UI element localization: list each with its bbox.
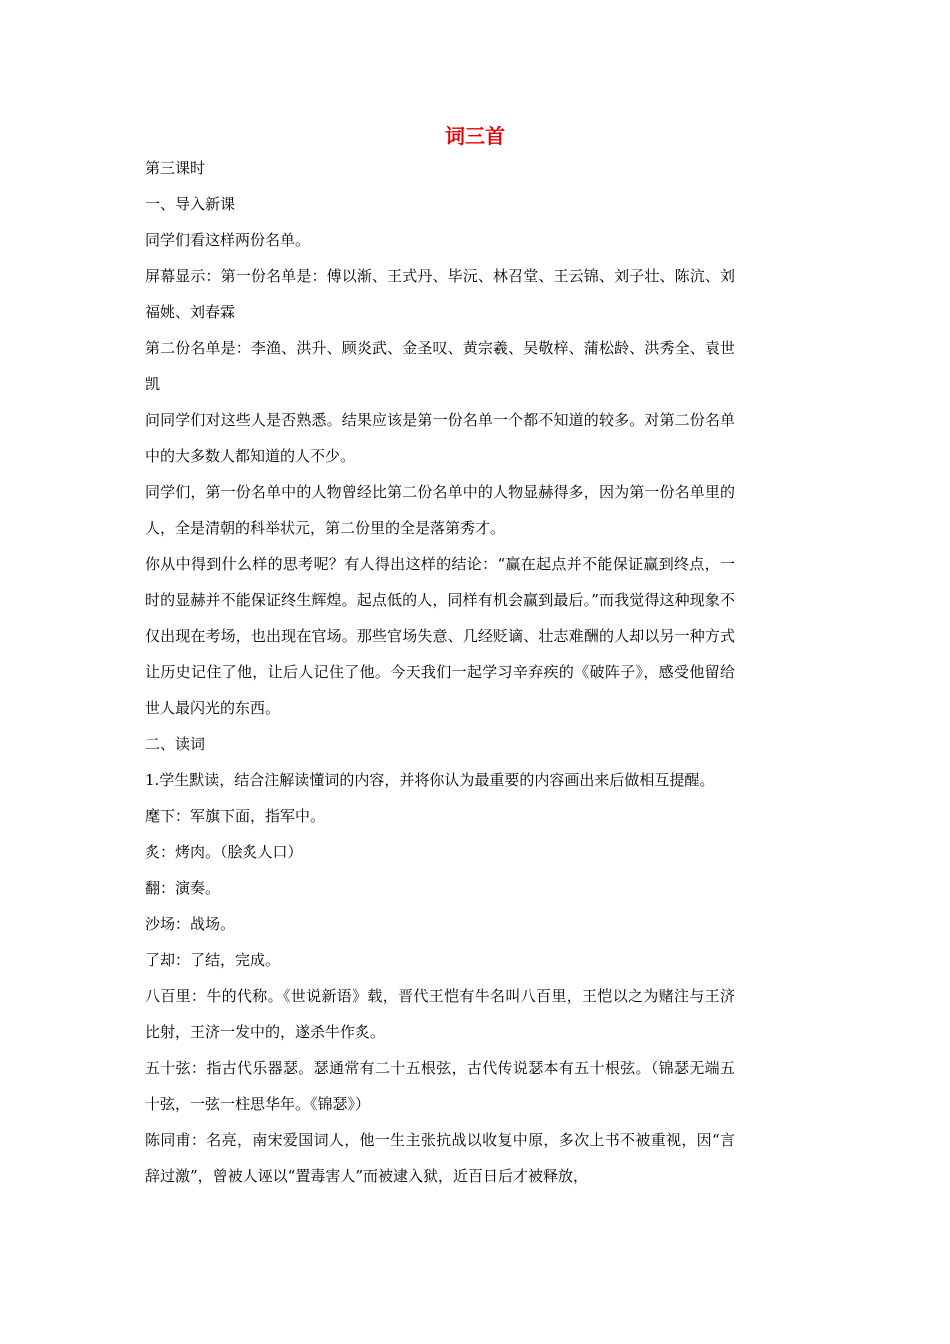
paragraph: 1.学生默读，结合注解读懂词的内容，并将你认为最重要的内容画出来后做相互提醒。: [145, 771, 715, 789]
document-title: 词三首: [445, 124, 505, 148]
annotation-item: 炙：烤肉。（脍炙人口）: [145, 843, 303, 861]
section-heading-intro: 一、导入新课: [145, 195, 236, 213]
annotation-item: 陈同甫：名亮，南宋爱国词人，他一生主张抗战以收复中原，多次上书不被重视，因“言辞过激”，曾被人诬以“置毒害人”而被逮入狱，近百日后才被释放，: [145, 1131, 735, 1185]
paragraph: 同学们看这样两份名单。: [145, 231, 311, 249]
annotation-item: 翻：演奏。: [145, 879, 221, 897]
annotation-item: 五十弦：指古代乐器瑟。瑟通常有二十五根弦，古代传说瑟本有五十根弦。（锦瑟无端五十弦，一弦一柱思华年。《锦瑟》）: [145, 1059, 735, 1113]
lesson-period: 第三课时: [145, 159, 206, 177]
annotation-item: 麾下：军旗下面，指军中。: [145, 807, 326, 825]
section-heading-reading: 二、读词: [145, 735, 206, 753]
paragraph: 同学们，第一份名单中的人物曾经比第二份名单中的人物显赫得多，因为第一份名单里的人，全是清朝的科举状元，第二份里的全是落第秀才。: [145, 483, 735, 537]
paragraph: 屏幕显示：第一份名单是：傅以渐、王式丹、毕沅、林召堂、王云锦、刘子壮、陈沆、刘福姚、刘春霖: [145, 267, 735, 321]
paragraph: 你从中得到什么样的思考呢？有人得出这样的结论：“赢在起点并不能保证赢到终点，一时的显赫并不能保证终生辉煌。起点低的人，同样有机会赢到最后。”而我觉得这种现象不仅出现在考场，也出现在官场。那些官场失意、几经贬谪、壮志难酬的人却以另一种方式让历史记住了他，让后人记住了他。今天我们一起学习辛弃疾的《破阵子》，感受他留给世人最闪光的东西。: [145, 555, 735, 717]
paragraph: 第二份名单是：李渔、洪升、顾炎武、金圣叹、黄宗羲、吴敬梓、蒲松龄、洪秀全、袁世凯: [145, 339, 735, 393]
annotation-item: 沙场：战场。: [145, 915, 236, 933]
paragraph: 问同学们对这些人是否熟悉。结果应该是第一份名单一个都不知道的较多。对第二份名单中的大多数人都知道的人不少。: [145, 411, 735, 465]
document-body: [145, 150, 735, 1194]
annotation-item: 八百里：牛的代称。《世说新语》载，晋代王恺有牛名叫八百里，王恺以之为赌注与王济比射，王济一发中的，遂杀牛作炙。: [145, 987, 735, 1041]
annotation-item: 了却：了结，完成。: [145, 951, 281, 969]
